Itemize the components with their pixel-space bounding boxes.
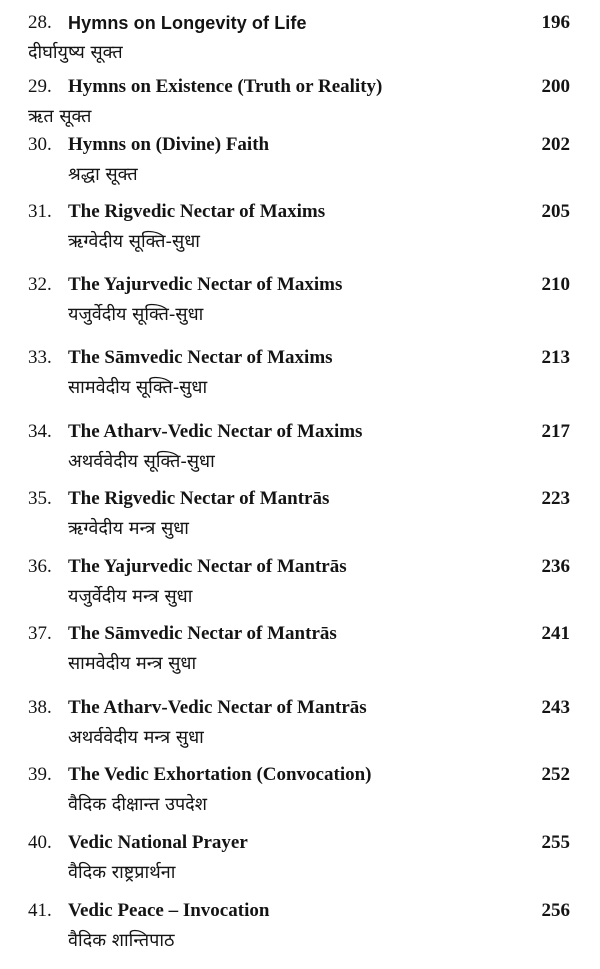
entry-title: The Atharv-Vedic Nectar of Maxims [68,421,363,442]
entry-title: The Yajurvedic Nectar of Mantrās [68,556,347,577]
entry-hindi-title: ऋत सूक्त [28,106,92,127]
entry-hindi-title: ऋग्वेदीय सूक्ति-सुधा [68,231,200,252]
entry-page-number: 196 [541,12,570,33]
entry-hindi-title: वैदिक दीक्षान्त उपदेश [68,794,207,815]
toc-entry-28 [0,8,600,68]
entry-number: 28. [28,12,52,33]
entry-title: Vedic Peace – Invocation [68,900,270,921]
entry-page-number: 241 [541,623,570,644]
entry-hindi-title: श्रद्धा सूक्त [68,164,138,185]
entry-page-number: 223 [541,488,570,509]
entry-hindi-title: सामवेदीय सूक्ति-सुधा [68,377,208,398]
toc-entry-29 [0,72,600,132]
entry-title: The Vedic Exhortation (Convocation) [68,764,372,785]
entry-title: The Sāmvedic Nectar of Mantrās [68,623,337,644]
entry-number: 40. [28,832,52,853]
entry-number: 33. [28,347,52,368]
toc-entry-34 [0,417,600,477]
entry-hindi-title: यजुर्वेदीय सूक्ति-सुधा [68,304,204,325]
entry-title: The Sāmvedic Nectar of Maxims [68,347,333,368]
toc-entry-37 [0,619,600,679]
entry-page-number: 256 [541,900,570,921]
entry-hindi-title: अथर्ववेदीय सूक्ति-सुधा [68,451,215,472]
entry-title: Hymns on Longevity of Life [68,13,307,33]
entry-number: 31. [28,201,52,222]
entry-hindi-title: यजुर्वेदीय मन्त्र सुधा [68,586,193,607]
entry-title: Hymns on Existence (Truth or Reality) [68,76,383,97]
entry-title: The Rigvedic Nectar of Mantrās [68,488,330,509]
entry-title: The Rigvedic Nectar of Maxims [68,201,326,222]
entry-page-number: 252 [541,764,570,785]
entry-number: 29. [28,76,52,97]
entry-hindi-title: वैदिक शान्तिपाठ [68,930,175,951]
entry-number: 30. [28,134,52,155]
entry-page-number: 202 [541,134,570,155]
toc-entry-38 [0,693,600,753]
entry-hindi-title: वैदिक राष्ट्रप्रार्थना [68,862,176,883]
entry-hindi-title: अथर्ववेदीय मन्त्र सुधा [68,727,204,748]
toc-entry-32 [0,270,600,330]
toc-entry-41 [0,896,600,956]
entry-number: 36. [28,556,52,577]
entry-page-number: 200 [541,76,570,97]
entry-number: 38. [28,697,52,718]
toc-entry-31 [0,197,600,257]
toc-entry-30 [0,130,600,190]
entry-hindi-title: ऋग्वेदीय मन्त्र सुधा [68,518,189,539]
toc-entry-33 [0,343,600,403]
entry-title: Vedic National Prayer [68,832,248,853]
toc-entry-39 [0,760,600,820]
entry-hindi-title: सामवेदीय मन्त्र सुधा [68,653,197,674]
entry-title: The Atharv-Vedic Nectar of Mantrās [68,697,367,718]
entry-number: 35. [28,488,52,509]
entry-number: 32. [28,274,52,295]
entry-page-number: 213 [541,347,570,368]
entry-number: 39. [28,764,52,785]
entry-page-number: 243 [541,697,570,718]
entry-hindi-title: दीर्घायुष्य सूक्त [28,42,123,63]
entry-page-number: 217 [541,421,570,442]
toc-entry-40 [0,828,600,888]
entry-title: The Yajurvedic Nectar of Maxims [68,274,343,295]
entry-number: 37. [28,623,52,644]
entry-title: Hymns on (Divine) Faith [68,134,270,155]
toc-entry-35 [0,484,600,544]
entry-page-number: 236 [541,556,570,577]
entry-number: 41. [28,900,52,921]
entry-page-number: 205 [541,201,570,222]
toc-entry-36 [0,552,600,612]
entry-page-number: 210 [541,274,570,295]
entry-number: 34. [28,421,52,442]
entry-page-number: 255 [541,832,570,853]
